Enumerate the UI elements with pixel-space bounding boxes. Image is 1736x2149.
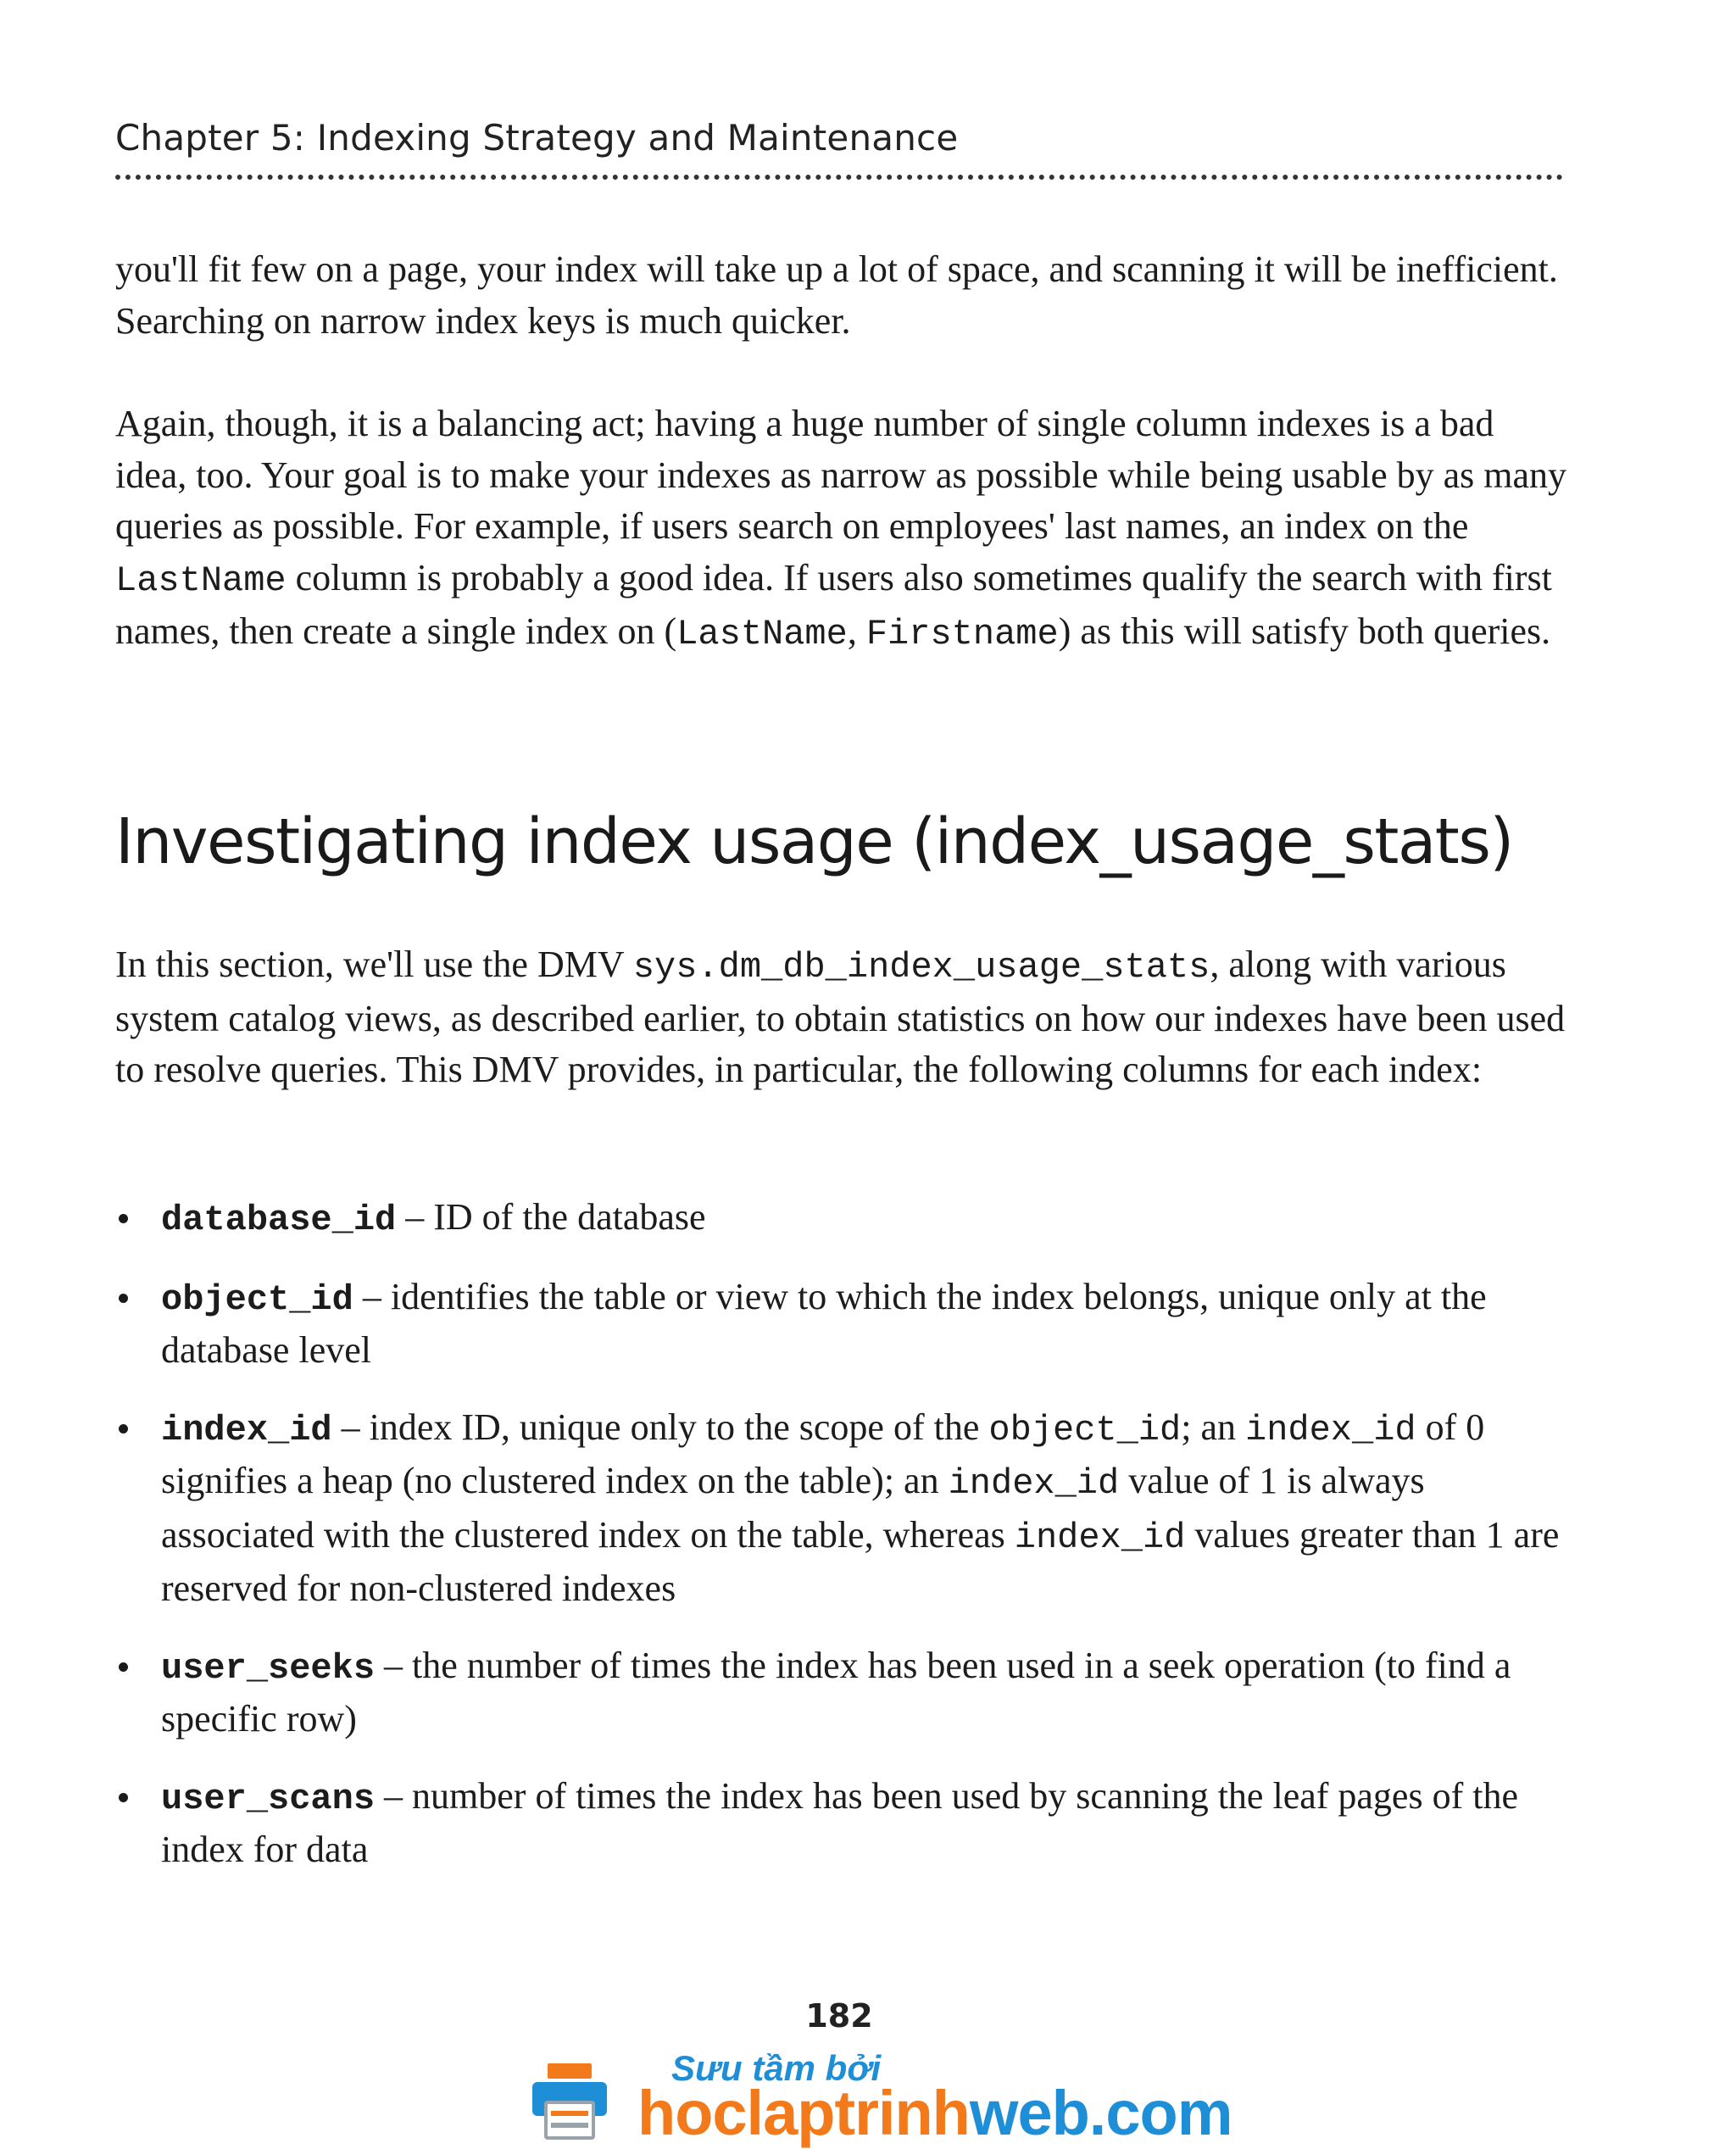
desc-database-id: – ID of the database — [396, 1196, 706, 1238]
desc-user-seeks: – the number of times the index has been used in a seek operation (to find a specific row) — [161, 1644, 1511, 1740]
column-list — [115, 1192, 1573, 1901]
intro-paragraph-1 — [115, 244, 1573, 347]
section-p1-text-a: In this section, we'll use the DMV — [115, 944, 633, 985]
list-item-index-id — [115, 1402, 1573, 1615]
list-item-user-seeks — [115, 1640, 1573, 1745]
intro-paragraph-2 — [115, 398, 1573, 660]
desc-index-id-2: ; an — [1181, 1406, 1245, 1448]
section-heading: Investigating index usage (index_usage_stats) — [115, 805, 1513, 878]
section-p1-text-b: , along with various system catalog views, as described earlier, to obtain statistics on how our indexes have been used to resolve queries. This DMV provides, in particular, the following columns for each index: — [115, 944, 1566, 1090]
list-item-object-id — [115, 1272, 1573, 1377]
watermark-site-part1: hoclaptrinh — [637, 2078, 970, 2148]
printer-logo-icon — [529, 2060, 610, 2141]
desc-index-id-1: – index ID, unique only to the scope of the — [331, 1406, 989, 1448]
chapter-header: Chapter 5: Indexing Strategy and Maintenance — [115, 117, 959, 159]
term-user-seeks: user_seeks — [161, 1647, 376, 1689]
page-number: 182 — [805, 1997, 873, 2035]
code-dmv-name: sys.dm_db_index_usage_stats — [632, 947, 1210, 988]
header-divider — [115, 175, 1563, 180]
code-index-id-3: index_id — [1014, 1517, 1186, 1558]
watermark-site — [637, 2077, 1232, 2149]
intro-p2-text-c: , — [847, 610, 866, 652]
desc-index-id-4: value of 1 is always associated with the clustered index on the table, whereas — [161, 1460, 1425, 1556]
term-user-scans: user_scans — [161, 1778, 376, 1819]
list-item-database-id — [115, 1192, 1573, 1246]
desc-object-id: – identifies the table or view to which the index belongs, unique only at the database level — [161, 1275, 1487, 1371]
code-lastname: LastName — [115, 560, 287, 601]
watermark-tagline: Sưu tầm bởi — [671, 2048, 882, 2088]
desc-index-id-3: of 0 signifies a heap (no clustered index on the table); an — [161, 1406, 1485, 1501]
section-paragraph-1 — [115, 939, 1573, 1096]
desc-user-scans: – number of times the index has been used by scanning the leaf pages of the index for data — [161, 1774, 1518, 1870]
intro-p1-text: you'll fit few on a page, your index will take up a lot of space, and scanning it will be inefficient. Searching on narrow index keys is much quicker. — [115, 248, 1558, 342]
code-lastname-2: LastName — [676, 614, 848, 654]
term-database-id: database_id — [161, 1200, 397, 1240]
intro-p2-text-b: column is probably a good idea. If users also sometimes qualify the search with first names, then create a single index on ( — [115, 556, 1552, 652]
watermark-site-part2: web.com — [969, 2078, 1232, 2148]
code-object-id: object_id — [988, 1409, 1182, 1450]
intro-p2-text-a: Again, though, it is a balancing act; having a huge number of single column indexes is a bad idea, too. Your goal is to make your indexes as narrow as possible while being usable by as many queries as possible. For example, if users search on employees' last names, an index on the — [115, 403, 1567, 547]
bullet-dot-icon — [119, 1793, 128, 1802]
term-object-id: object_id — [161, 1278, 353, 1320]
code-firstname: Firstname — [865, 614, 1059, 654]
code-index-id-1: index_id — [1244, 1409, 1416, 1450]
term-index-id: index_id — [161, 1409, 332, 1450]
bullet-dot-icon — [119, 1424, 128, 1434]
desc-index-id-5: values greater than 1 are reserved for non-clustered indexes — [161, 1513, 1560, 1609]
bullet-dot-icon — [119, 1662, 128, 1672]
watermark — [529, 2046, 1232, 2148]
bullet-dot-icon — [119, 1294, 128, 1303]
bullet-dot-icon — [119, 1214, 128, 1223]
intro-p2-text-d: ) as this will satisfy both queries. — [1058, 610, 1551, 652]
code-index-id-2: index_id — [948, 1463, 1120, 1504]
list-item-user-scans — [115, 1771, 1573, 1876]
